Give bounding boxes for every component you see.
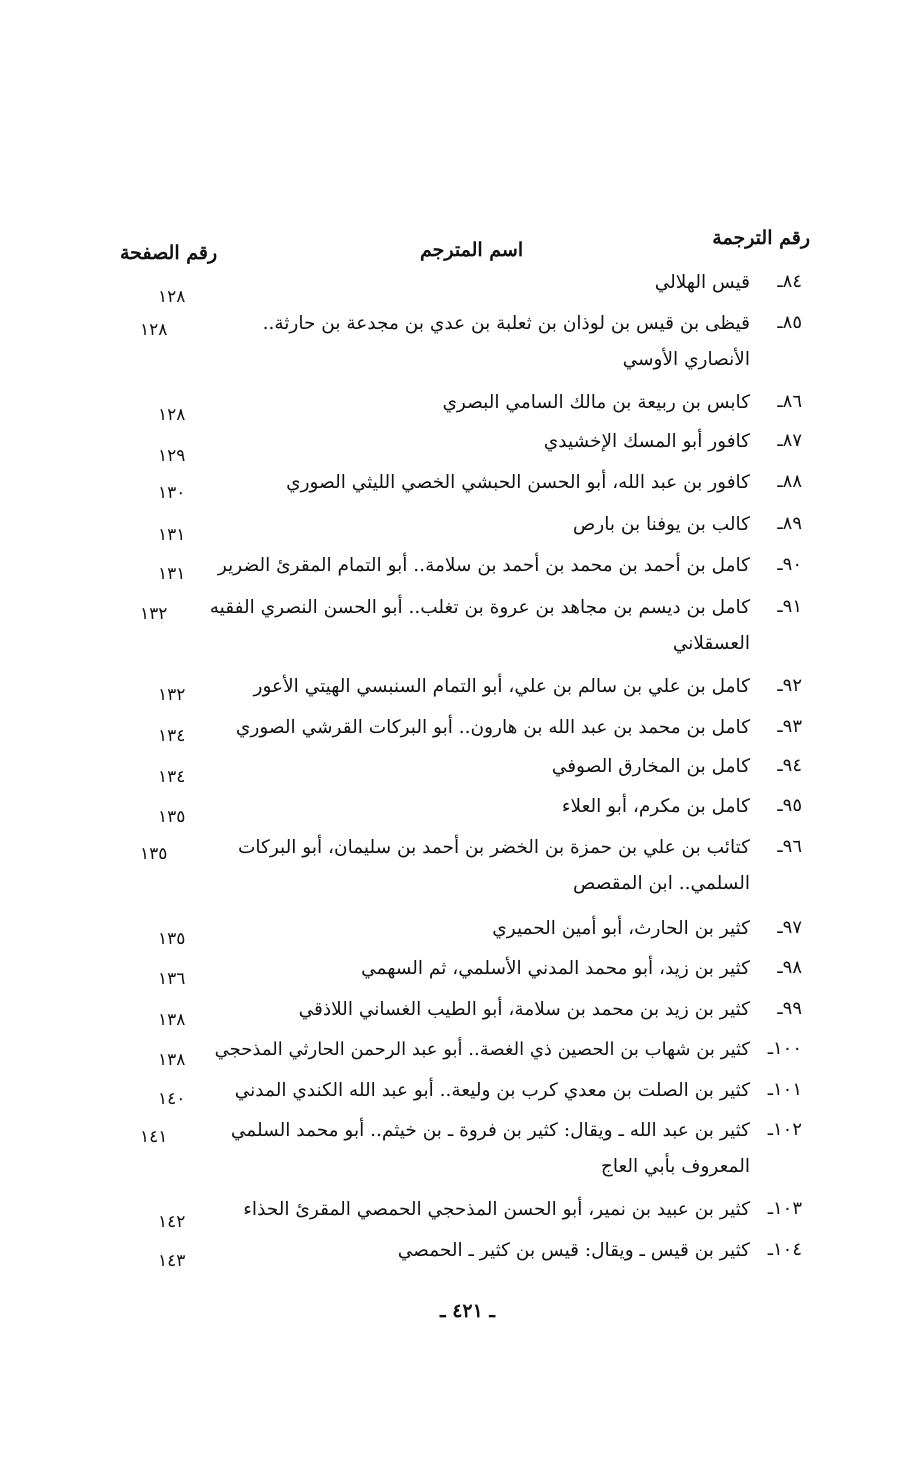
entry-name-continuation: العسقلاني — [672, 633, 750, 654]
entry-name: كامل بن ديسم بن مجاهد بن عروة بن تغلب.. أبو الحسن النصري الفقيه — [209, 597, 750, 618]
entry-name: قيس الهلالي — [654, 272, 750, 293]
entry-page-number: ١٣٥ — [158, 807, 186, 827]
entry-name: قيظى بن قيس بن لوذان بن ثعلبة بن عدي بن مجدعة بن حارثة.. — [262, 313, 750, 334]
entry-number: ٨٨ـ — [777, 471, 802, 492]
entry-number: ٩٦ـ — [777, 836, 802, 857]
entry-number: ٨٤ـ — [777, 271, 802, 292]
entry-name: كامل بن المخارق الصوفي — [551, 756, 750, 777]
entry-name: كثير بن زيد، أبو محمد المدني الأسلمي، ثم السهمي — [361, 958, 750, 979]
entry-name: كثير بن عبد الله ـ ويقال: كثير بن فروة ـ بن خيثم.. أبو محمد السلمي — [230, 1120, 750, 1141]
entry-page-number: ١٢٨ — [158, 287, 186, 307]
entry-name-continuation: المعروف بأبي العاج — [600, 1156, 750, 1177]
entry-page-number: ١٣٥ — [140, 844, 168, 864]
entry-page-number: ١٤٣ — [158, 1251, 186, 1271]
entry-name: كتائب بن علي بن حمزة بن الخضر بن أحمد بن سليمان، أبو البركات — [237, 837, 750, 858]
entry-number: ٩٥ـ — [777, 795, 802, 816]
entry-page-number: ١٣٥ — [158, 929, 186, 949]
entry-page-number: ١٣٤ — [158, 726, 186, 746]
entry-name: كثير بن شهاب بن الحصين ذي الغصة.. أبو عبد الرحمن الحارثي المذحجي — [214, 1039, 750, 1060]
entry-number: ١٠٣ـ — [767, 1198, 802, 1219]
column-header-entry-number: رقم الترجمة — [712, 227, 810, 249]
entry-name-continuation: الأنصاري الأوسي — [622, 349, 750, 370]
entry-page-number: ١٤٢ — [158, 1212, 186, 1232]
entry-number: ٩١ـ — [777, 596, 802, 617]
entry-page-number: ١٣١ — [158, 564, 186, 584]
entry-page-number: ١٢٨ — [140, 320, 168, 340]
entry-page-number: ١٤٠ — [158, 1089, 186, 1109]
page-number: ـ ٤٢١ ـ — [440, 1300, 495, 1322]
entry-name: كافور بن عبد الله، أبو الحسن الحبشي الخصي الليثي الصوري — [286, 472, 750, 493]
entry-number: ١٠١ـ — [767, 1079, 802, 1100]
entry-page-number: ١٢٨ — [158, 405, 186, 425]
entry-name: كثير بن عبيد بن نمير، أبو الحسن المذحجي الحمصي المقرئ الحذاء — [243, 1199, 750, 1220]
entry-number: ٩٠ـ — [777, 554, 802, 575]
entry-number: ٩٤ـ — [777, 755, 802, 776]
entry-name: كامل بن محمد بن عبد الله بن هارون.. أبو البركات القرشي الصوري — [235, 717, 750, 738]
entry-page-number: ١٤١ — [140, 1127, 168, 1147]
entry-page-number: ١٣٨ — [158, 1050, 186, 1070]
entry-number: ٨٩ـ — [777, 513, 802, 534]
entry-page-number: ١٣٦ — [158, 969, 186, 989]
entry-page-number: ١٣٠ — [158, 483, 186, 503]
entry-page-number: ١٢٩ — [158, 446, 186, 466]
entry-name: كامل بن أحمد بن محمد بن أحمد بن سلامة.. أبو التمام المقرئ الضرير — [217, 555, 750, 576]
entry-number: ٩٧ـ — [777, 917, 802, 938]
entry-page-number: ١٣٢ — [158, 685, 186, 705]
entry-page-number: ١٣٤ — [158, 767, 186, 787]
entry-number: ٨٥ـ — [777, 312, 802, 333]
entry-number: ٨٦ـ — [777, 391, 802, 412]
entry-number: ١٠٠ـ — [767, 1038, 802, 1059]
entry-page-number: ١٣١ — [158, 525, 186, 545]
entry-name: كابس بن ربيعة بن مالك السامي البصري — [442, 392, 750, 413]
entry-number: ١٠٤ـ — [767, 1239, 802, 1260]
entry-name: كثير بن الصلت بن معدي كرب بن وليعة.. أبو عبد الله الكندي المدني — [234, 1080, 750, 1101]
entry-number: ٩٣ـ — [777, 716, 802, 737]
entry-number: ٩٢ـ — [777, 675, 802, 696]
entry-page-number: ١٣٨ — [158, 1010, 186, 1030]
entry-name: كافور أبو المسك الإخشيدي — [543, 431, 750, 452]
entry-name: كثير بن الحارث، أبو أمين الحميري — [492, 918, 750, 939]
entry-name: كثير بن زيد بن محمد بن سلامة، أبو الطيب الغساني اللاذقي — [298, 999, 750, 1020]
entry-number: ٩٩ـ — [777, 998, 802, 1019]
column-header-name: اسم المترجم — [420, 239, 524, 261]
entry-page-number: ١٣٢ — [140, 604, 168, 624]
entry-number: ١٠٢ـ — [767, 1119, 802, 1140]
column-header-page: رقم الصفحة — [120, 242, 218, 264]
entry-name: كامل بن علي بن سالم بن علي، أبو التمام السنبسي الهيتي الأعور — [253, 676, 750, 697]
entry-name: كامل بن مكرم، أبو العلاء — [561, 796, 750, 817]
entry-name: كالب بن يوفنا بن بارص — [572, 514, 750, 535]
entry-name: كثير بن قيس ـ ويقال: قيس بن كثير ـ الحمصي — [397, 1240, 750, 1261]
entry-name-continuation: السلمي.. ابن المقصص — [573, 873, 750, 894]
entry-number: ٨٧ـ — [777, 430, 802, 451]
entry-number: ٩٨ـ — [777, 957, 802, 978]
